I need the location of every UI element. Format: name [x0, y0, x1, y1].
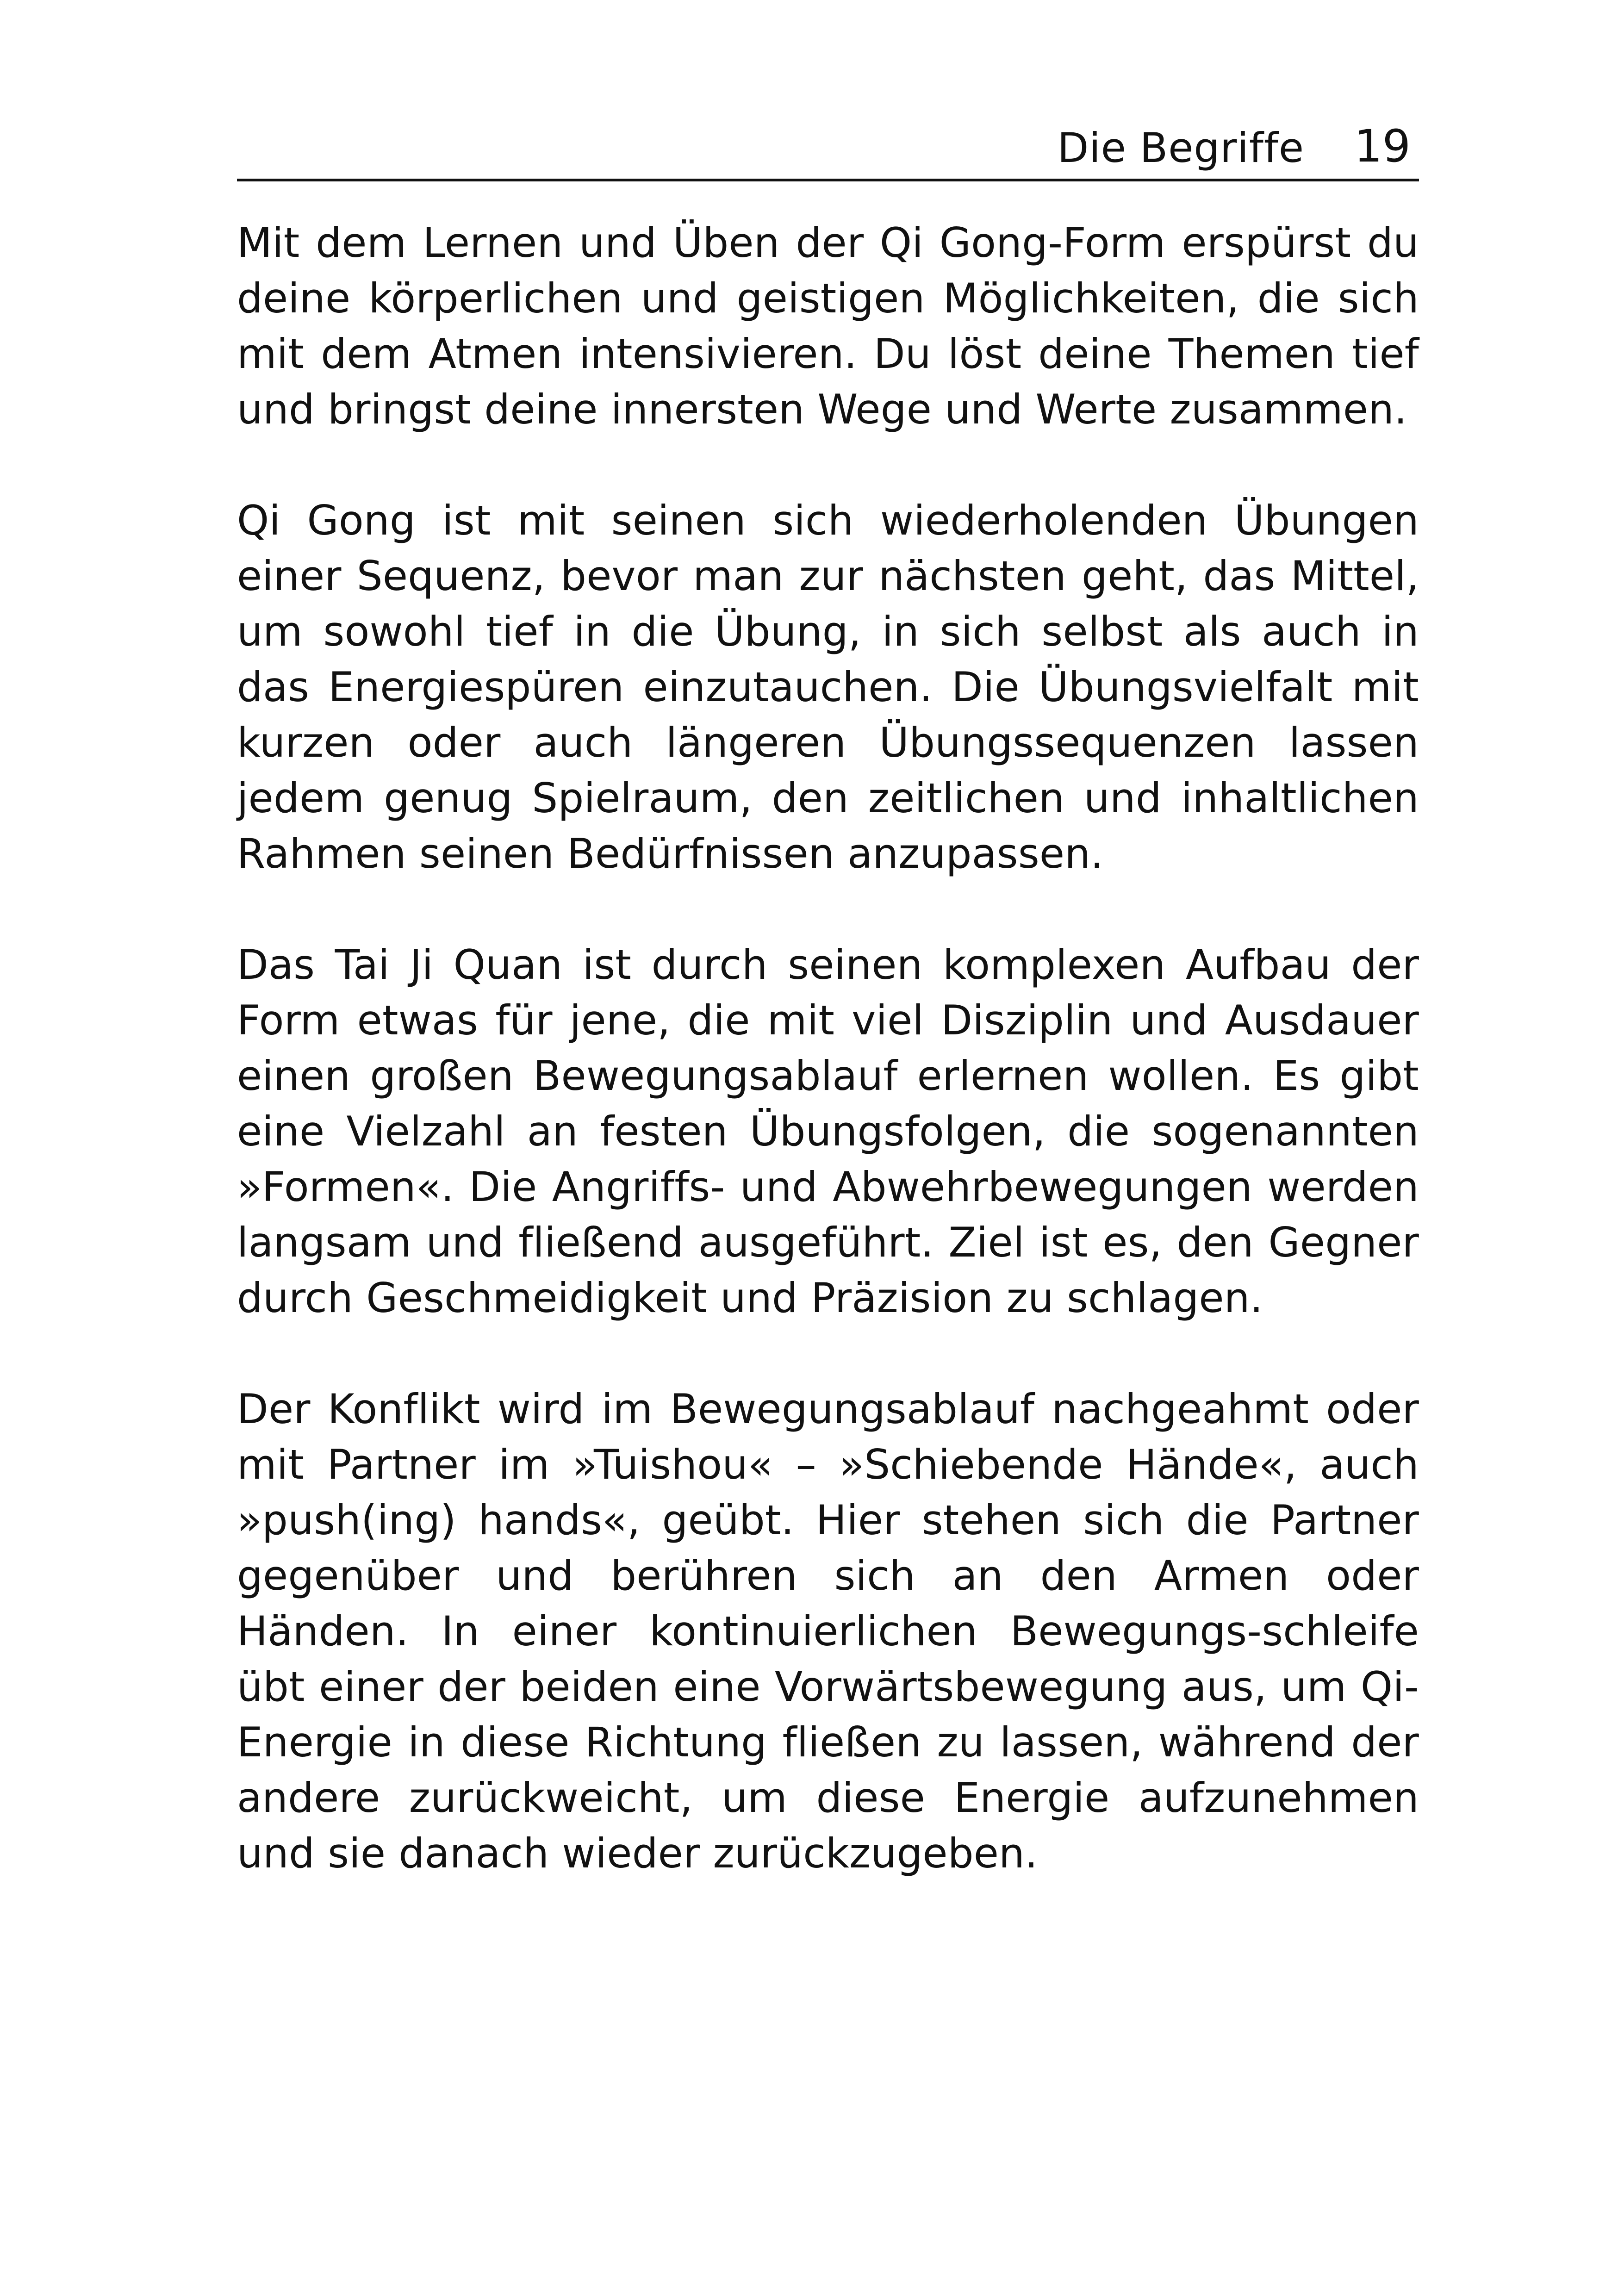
paragraph-qi-gong-form: Mit dem Lernen und Üben der Qi Gong-Form erspürst du deine körperlichen und geistigen Möglichkeiten, die sich mit dem Atmen intensivieren. Du löst deine Themen tief und bringst deine innersten Wege und Werte zusammen.: [237, 219, 1419, 433]
running-head: [237, 109, 1419, 181]
running-title: Die Begriffe: [1057, 124, 1304, 172]
page-number: 19: [1354, 120, 1411, 172]
body-text: [237, 215, 1419, 1937]
paragraph-qi-gong-sequences: Qi Gong ist mit seinen sich wiederholenden Übungen einer Sequenz, bevor man zur nächsten geht, das Mittel, um sowohl tief in die Übung, in sich selbst als auch in das Energiespüren einzutauchen. Die Übungsvielfalt mit kurzen oder auch längeren Übungssequenzen lassen jedem genug Spielraum, den zeitlichen und inhaltlichen Rahmen seinen Bedürfnissen anzupassen.: [237, 497, 1419, 877]
paragraph-tuishou: Der Konflikt wird im Bewegungsablauf nachgeahmt oder mit Partner im »Tuishou« – »Schiebende Hände«, auch »push(ing) hands«, geübt. Hier stehen sich die Partner gegenüber und berühren sich an den Armen oder Händen. In einer kontinuierlichen Bewegungs-schleife übt einer der beiden eine Vorwärtsbewegung aus, um Qi-Energie in diese Richtung fließen zu lassen, während der andere zurückweicht, um diese Energie aufzunehmen und sie danach wieder zurückzugeben.: [237, 1385, 1419, 1877]
paragraph-tai-ji-quan: Das Tai Ji Quan ist durch seinen komplexen Aufbau der Form etwas für jene, die mit viel Disziplin und Ausdauer einen großen Bewegungsablauf erlernen wollen. Es gibt eine Vielzahl an festen Übungsfolgen, die sogenannten »Formen«. Die Angriffs- und Abwehrbewegungen werden langsam und fließend ausgeführt. Ziel ist es, den Gegner durch Geschmeidigkeit und Präzision zu schlagen.: [237, 941, 1419, 1322]
